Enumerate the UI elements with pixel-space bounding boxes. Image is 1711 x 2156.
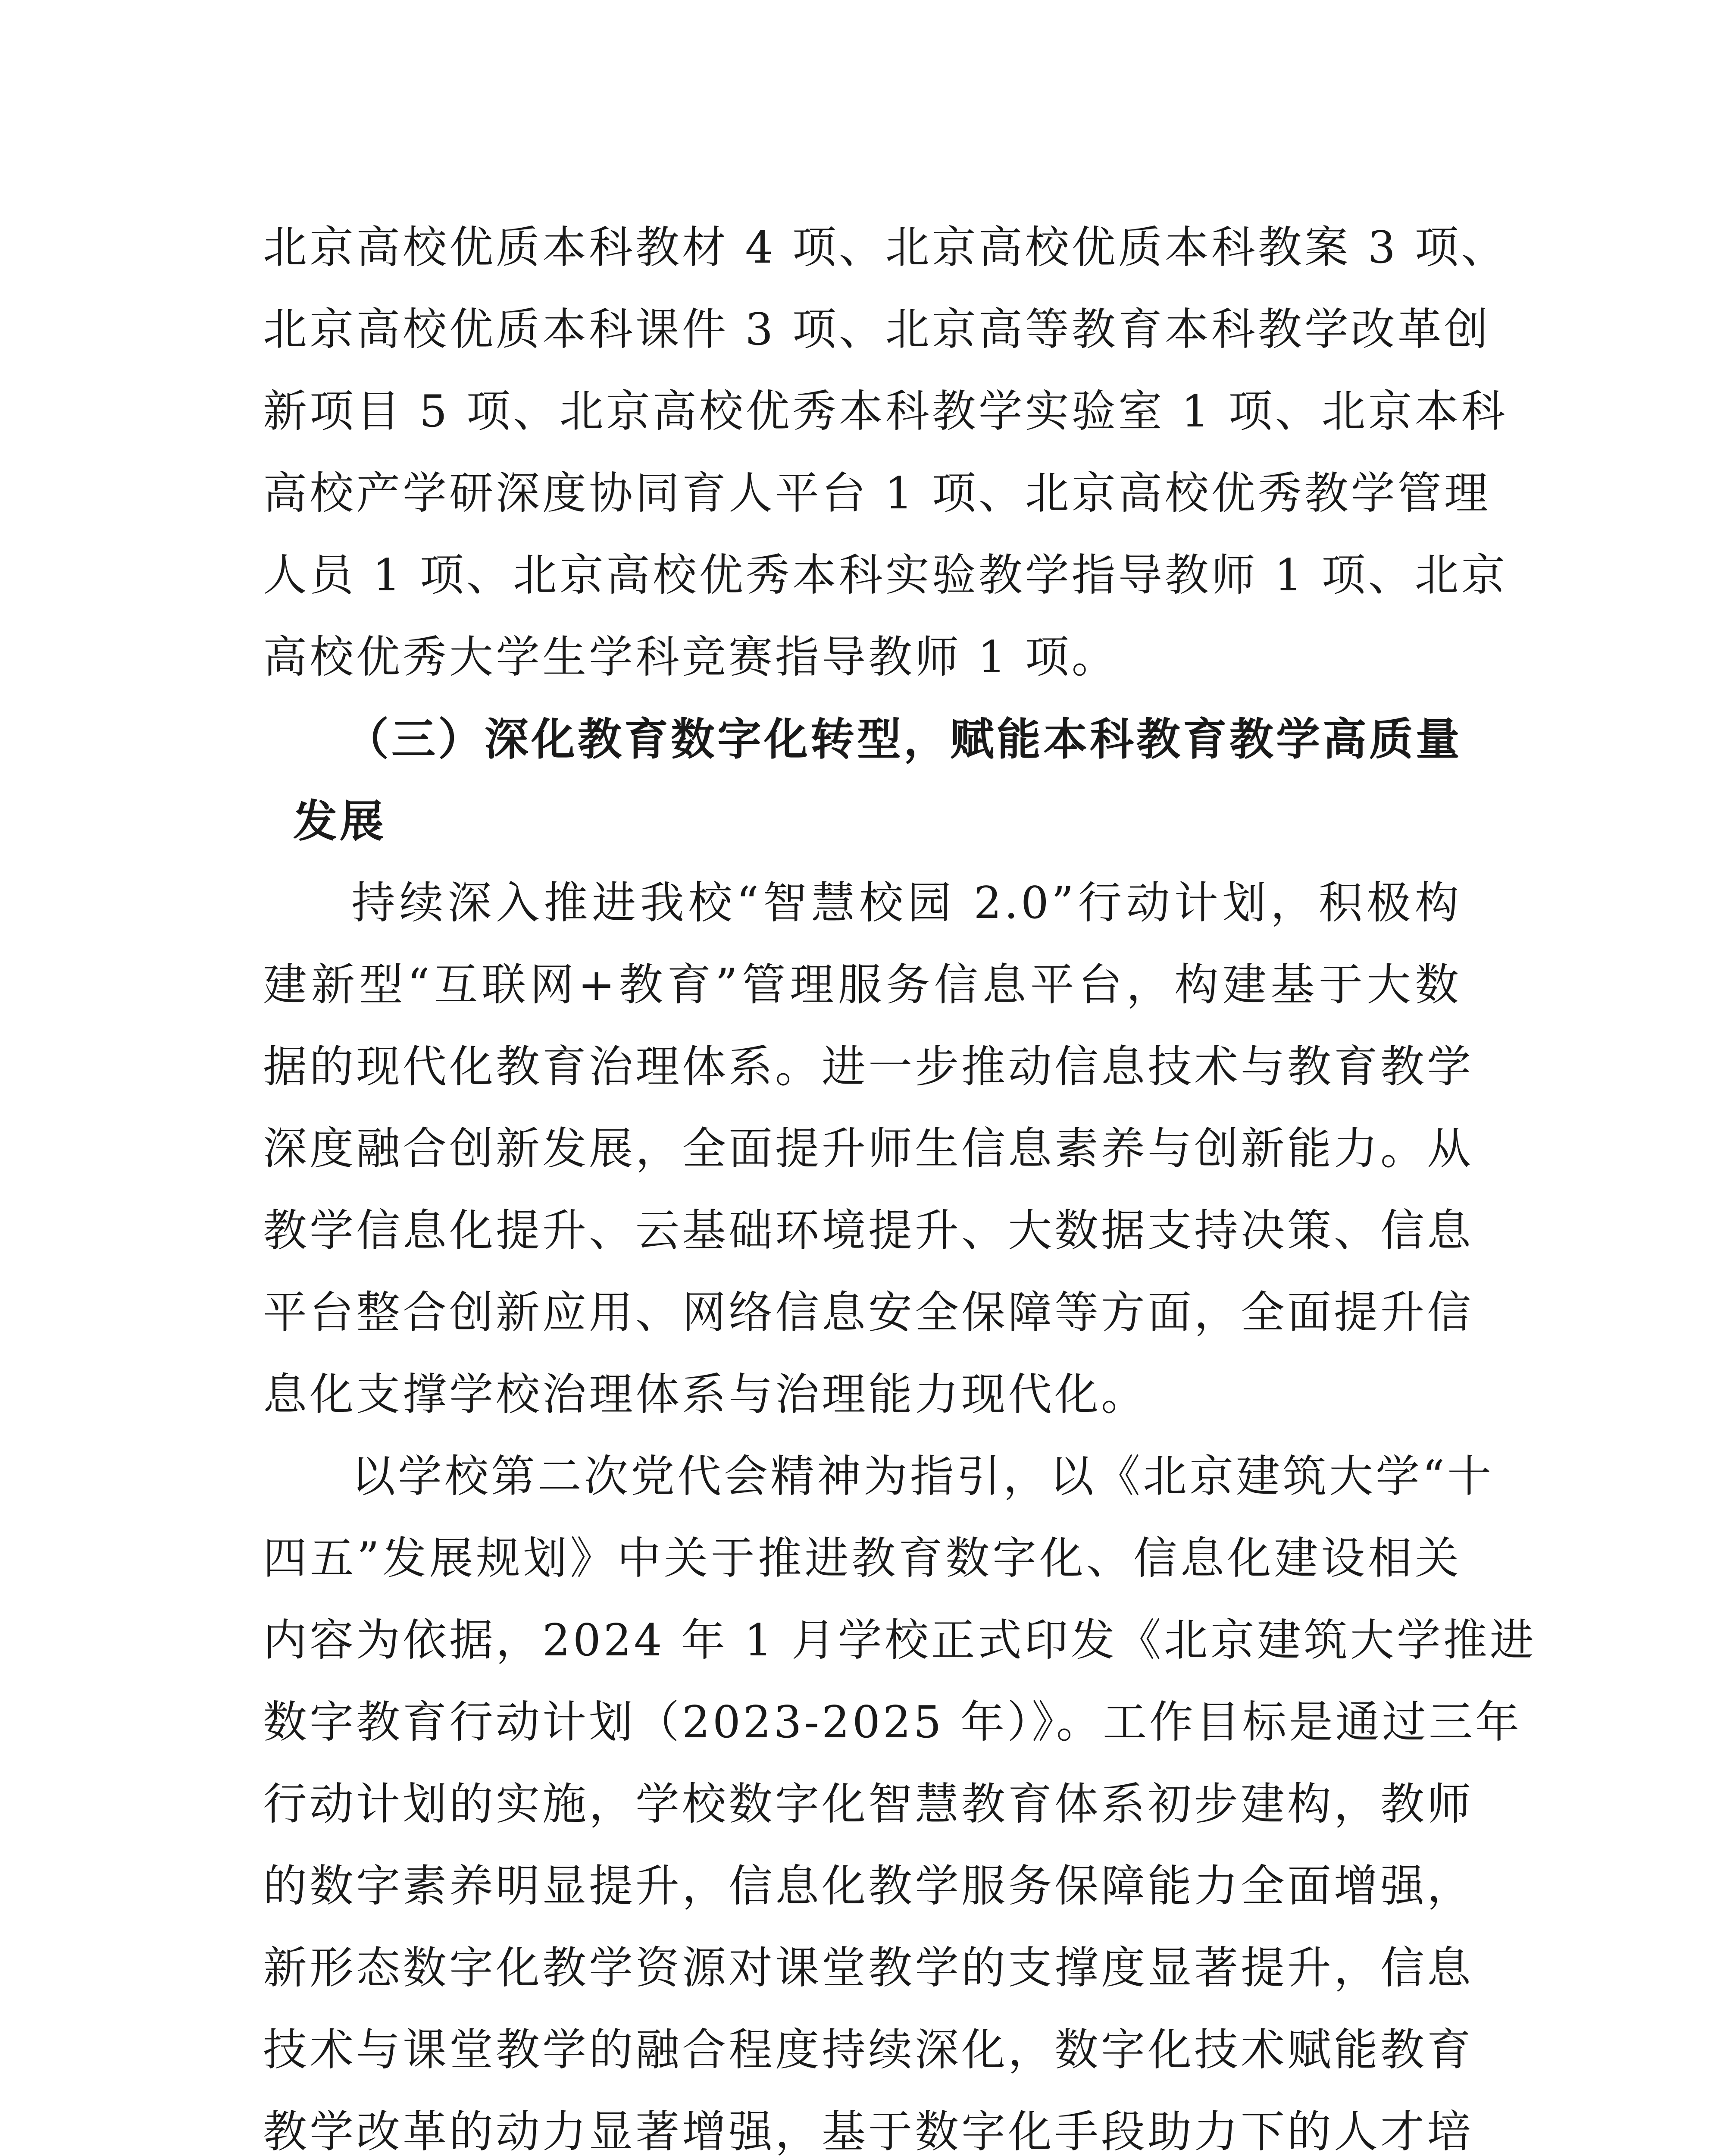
text-line: 数字教育行动计划（2023-2025 年）》。工作目标是通过三年 — [263, 1697, 1522, 1748]
text-line: 内容为依据，2024 年 1 月学校正式印发《北京建筑大学推进 — [263, 1615, 1536, 1666]
text-line: 高校优秀大学生学科竞赛指导教师 1 项。 — [263, 632, 1118, 683]
text-line: 息化支撑学校治理体系与治理能力现代化。 — [263, 1369, 1148, 1420]
text-line: 深度融合创新发展，全面提升师生信息素养与创新能力。从 — [263, 1123, 1473, 1175]
paragraph-first-line: 以学校第二次党代会精神为指引，以《北京建筑大学“十 — [351, 1451, 1494, 1502]
text-line: 新形态数字化教学资源对课堂教学的支撑度显著提升，信息 — [263, 1943, 1473, 1994]
section-heading: （三）深化教育数字化转型，赋能本科教育教学高质量 — [345, 714, 1462, 765]
text-line: 高校产学研深度协同育人平台 1 项、北京高校优秀教学管理 — [263, 468, 1491, 519]
text-line: 四五”发展规划》中关于推进教育数字化、信息化建设相关 — [263, 1533, 1461, 1584]
text-line: 据的现代化教育治理体系。进一步推动信息技术与教育教学 — [263, 1041, 1473, 1093]
section-heading-continued: 发展 — [293, 796, 386, 847]
text-line: 教学信息化提升、云基础环境提升、大数据支持决策、信息 — [263, 1205, 1473, 1257]
text-line: 教学改革的动力显著增强，基于数字化手段助力下的人才培 — [263, 2106, 1473, 2156]
text-line: 行动计划的实施，学校数字化智慧教育体系初步建构，教师 — [263, 1779, 1473, 1830]
paragraph-first-line: 持续深入推进我校“智慧校园 2.0”行动计划，积极构 — [351, 877, 1461, 929]
text-line: 平台整合创新应用、网络信息安全保障等方面，全面提升信 — [263, 1287, 1473, 1338]
text-line: 的数字素养明显提升，信息化教学服务保障能力全面增强， — [263, 1861, 1473, 1912]
text-line: 技术与课堂教学的融合程度持续深化，数字化技术赋能教育 — [263, 2024, 1473, 2076]
text-line: 人员 1 项、北京高校优秀本科实验教学指导教师 1 项、北京 — [263, 550, 1508, 601]
text-line: 北京高校优质本科教材 4 项、北京高校优质本科教案 3 项、 — [263, 222, 1508, 273]
text-line: 建新型“互联网+教育”管理服务信息平台，构建基于大数 — [263, 959, 1461, 1011]
text-line: 北京高校优质本科课件 3 项、北京高等教育本科教学改革创 — [263, 304, 1491, 355]
text-line: 新项目 5 项、北京高校优秀本科教学实验室 1 项、北京本科 — [263, 386, 1508, 437]
